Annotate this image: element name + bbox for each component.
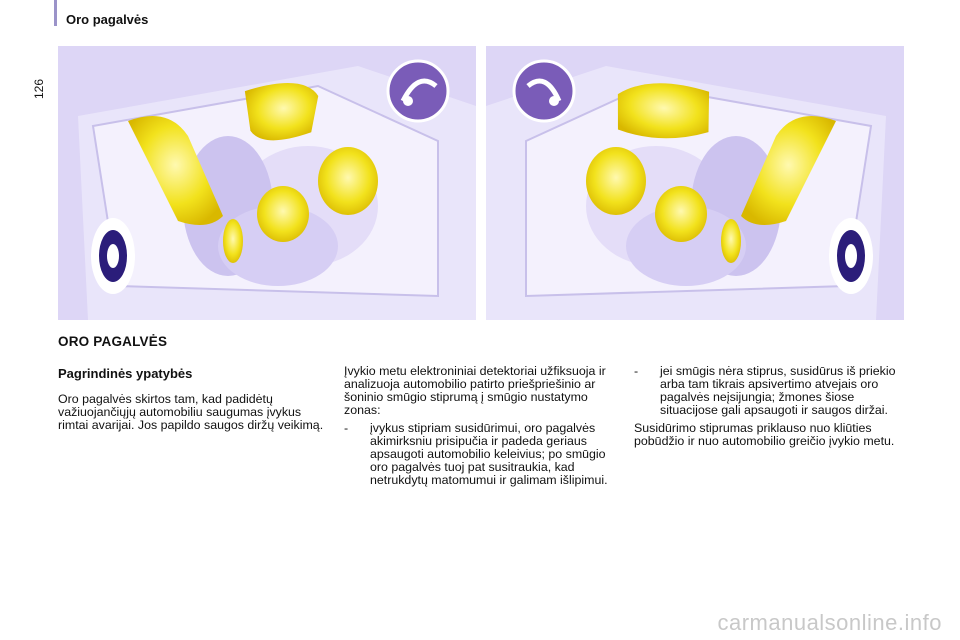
list-dash: - bbox=[634, 364, 639, 378]
column-3 bbox=[634, 365, 910, 453]
severity-paragraph: Susidūrimo stiprumas priklauso nuo kliūties pobūdžio ir nuo automobilio greičio įvykio metu. bbox=[634, 421, 895, 448]
header-accent-bar bbox=[54, 0, 57, 26]
main-heading: ORO PAGALVĖS bbox=[58, 334, 168, 349]
list-item-text: jei smūgis nėra stiprus, susidūrus iš priekio arba tam tikrais apsivertimo atvejais oro pagalvės neįsijungia; žmones šiose situacijose gali apsaugoti ir saugos diržai. bbox=[660, 364, 896, 417]
airbag-illustration-left bbox=[58, 46, 476, 320]
detectors-paragraph: Įvykio metu elektroniniai detektoriai užfiksuoja ir analizuoja automobilio patirto priešpriešinio ar šoninio smūgio stiprumą į smūgio nustatymo zonas: bbox=[344, 364, 606, 417]
list-item-text: įvykus stipriam susidūrimui, oro pagalvės akimirksniu prisipučia ir padeda geriaus apsaugoti automobilio keleivius; po smūgio oro pagalvės tuoj pat susitraukia, kad netrukdytų matomumui ir galimam išlipimui. bbox=[370, 421, 608, 487]
page-number: 126 bbox=[32, 78, 46, 100]
list-item-strong-impact bbox=[344, 422, 616, 487]
watermark: carmanualsonline.info bbox=[717, 610, 942, 635]
airbag-illustration-right bbox=[486, 46, 904, 320]
list-dash: - bbox=[344, 421, 349, 435]
intro-paragraph: Oro pagalvės skirtos tam, kad padidėtų važiuojančiųjų automobiliu saugumas įvykus rimtai avarijai. Jos papildo saugos diržų veikimą. bbox=[58, 392, 324, 432]
list-item-weak-impact bbox=[634, 365, 910, 417]
column-1 bbox=[58, 393, 328, 437]
subheading: Pagrindinės ypatybės bbox=[58, 366, 193, 381]
section-title: Oro pagalvės bbox=[66, 12, 149, 27]
column-2 bbox=[344, 365, 616, 492]
